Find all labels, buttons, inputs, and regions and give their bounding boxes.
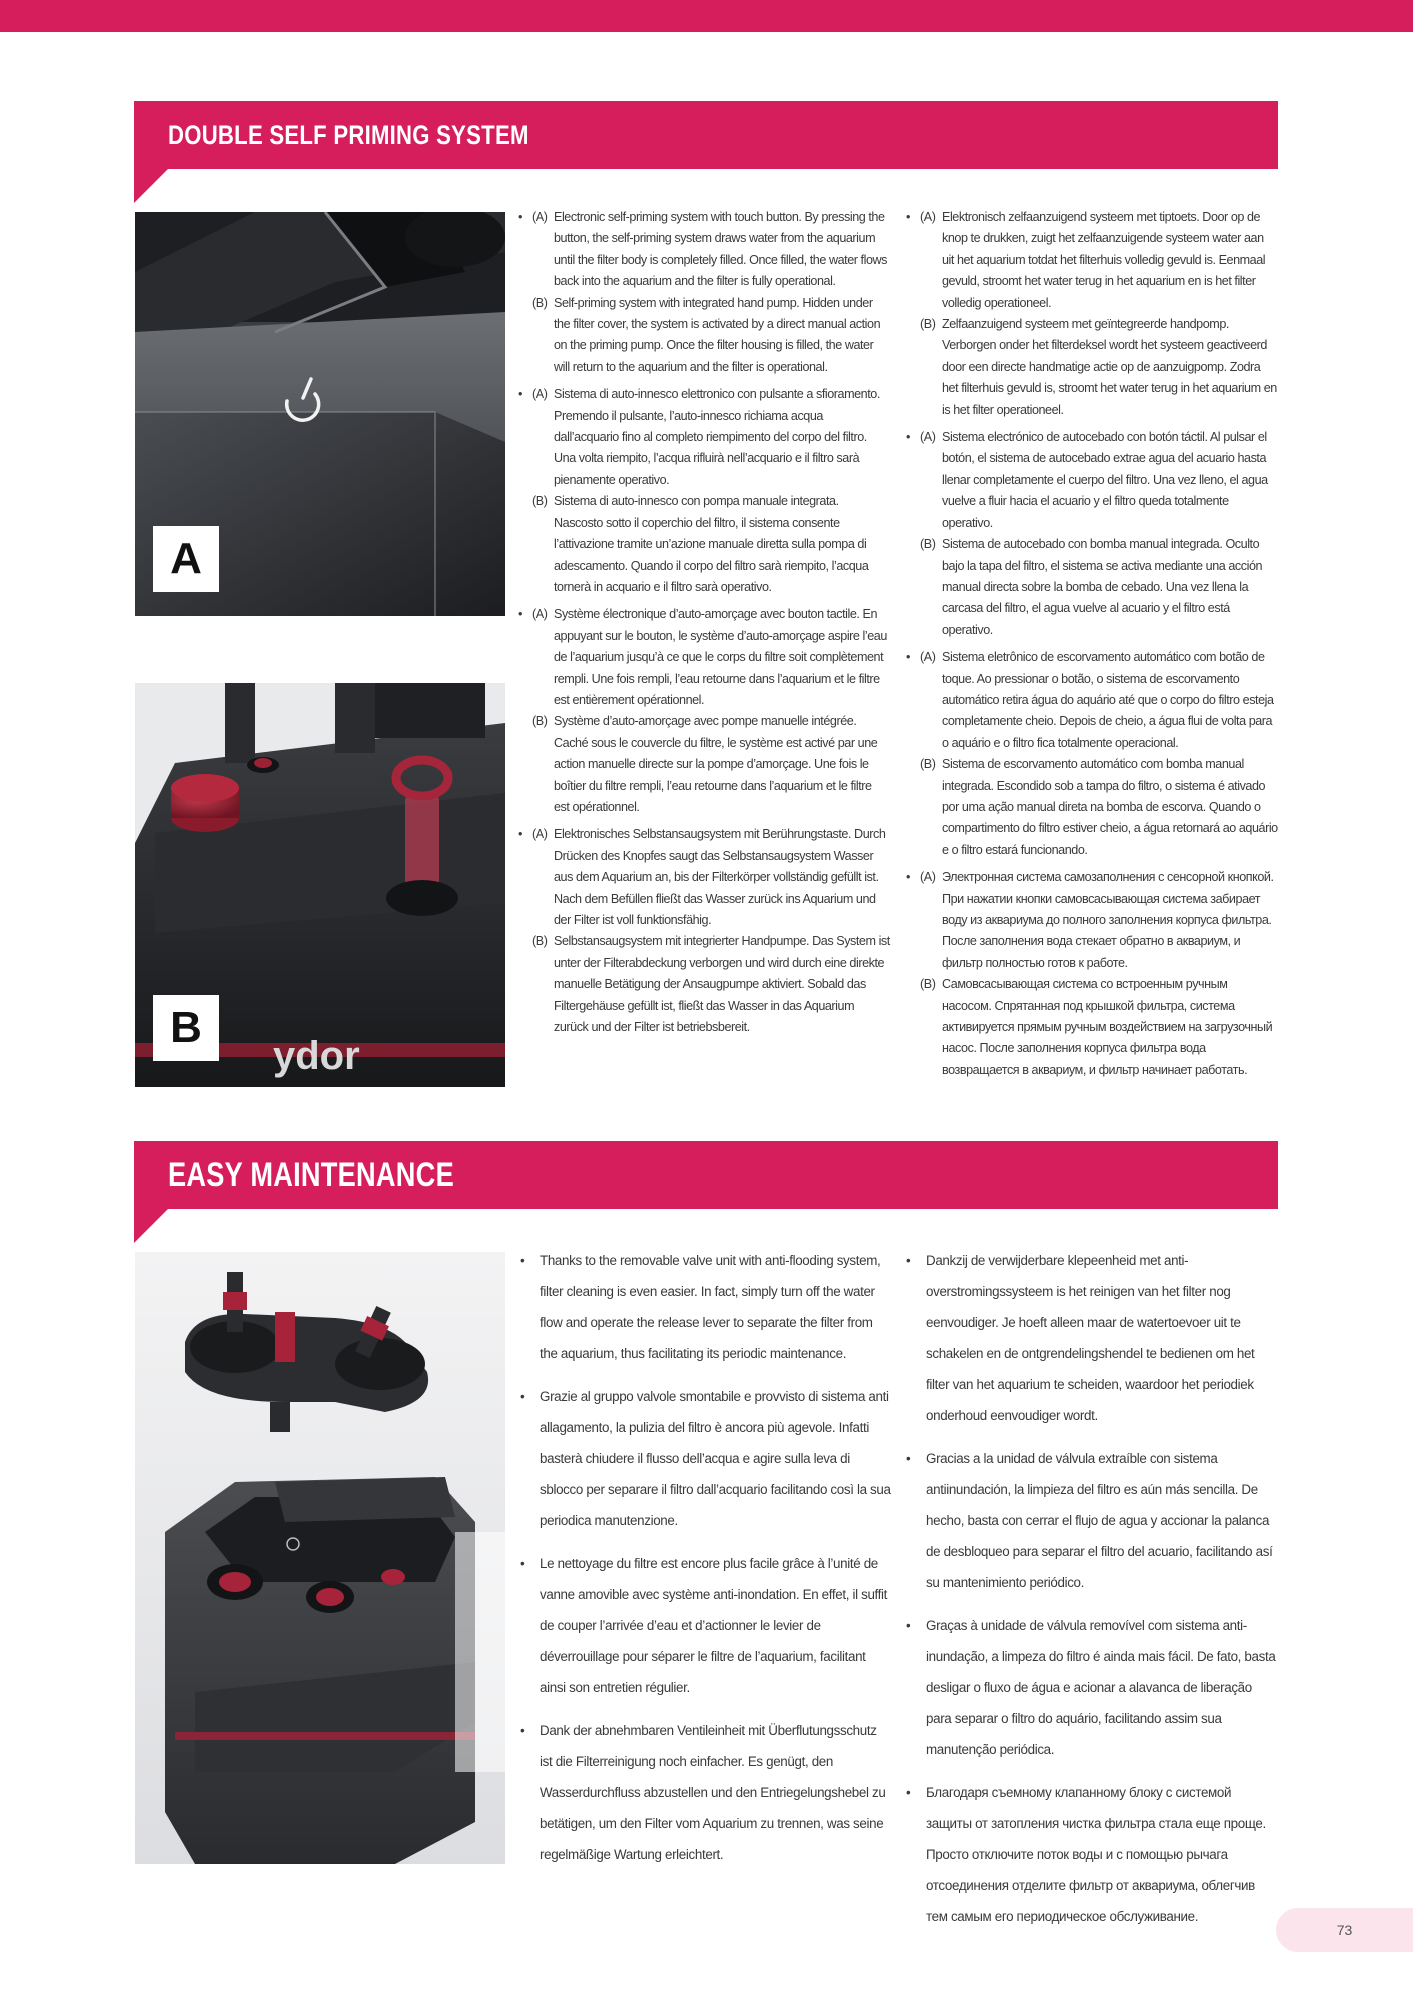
photo-valve-unit-filter xyxy=(135,1252,505,1864)
section-header-double-self-priming xyxy=(134,101,1278,169)
section2-column-right xyxy=(906,1245,1278,1944)
header-corner-tail xyxy=(134,1209,168,1243)
list-item: • Dankzij de verwijderbare klepeenheid met anti-overstromingssysteem is het reinigen van het filter nog eenvoudiger. Je hoeft alleen maar de watertoevoer uit te schakelen en de ontgrendelingshendel te bedienen om het filter van het aquarium te scheiden, waardoor het periodiek onderhoud eenvoudiger wordt. xyxy=(906,1245,1278,1431)
photo-label-b: B xyxy=(153,995,219,1061)
photo-hand-pump xyxy=(135,683,505,1087)
photo-label-a: A xyxy=(153,526,219,592)
list-item: • (A) Электронная система самозаполнения с сенсорной кнопкой. При нажатии кнопки самовсасывающая система забирает воду из аквариума до полного заполнения корпуса фильтра. После заполнения вода стекает обратно в аквариум, и фильтр полностью готов к работе. (B) Самовсасывающая система со встроенным ручным насосом. Спрятанная под крышкой фильтра, система активируется прямым ручным воздействием на загрузочный насос. После заполнения корпуса фильтра вода возвращается в аквариум, и фильтр начинает работать. xyxy=(906,867,1278,1081)
list-item: • (A) Elektronisch zelfaanzuigend systeem met tiptoets. Door op de knop te drukken, zuigt het zelfaanzuigende systeem water aan uit het aquarium totdat het filterhuis volledig gevuld is. Eenmaal gevuld, stroomt het water terug in het aquarium en is het filter volledig operationeel. (B) Zelfaanzuigend systeem met geïntegreerde handpomp. Verborgen onder het filterdeksel wordt het systeem geactiveerd door een directe handmatige actie op de aanzuigpomp. Zodra het filterhuis gevuld is, stroomt het water terug in het aquarium en is het filter operationeel. xyxy=(906,207,1278,421)
list-item: • (A) Sistema electrónico de autocebado con botón táctil. Al pulsar el botón, el sistema de autocebado extrae agua del acuario hasta llenar completamente el cuerpo del filtro. Una vez lleno, el agua vuelve a fluir hacia el acuario y el filtro queda totalmente operativo. (B) Sistema de autocebado con bomba manual integrada. Oculto bajo la tapa del filtro, el sistema se activa mediante una acción manual directa sobre la bomba de cebado. Una vez llena la carcasa del filtro, el agua vuelve al acuario y el filtro está operativo. xyxy=(906,427,1278,641)
section1-column-left xyxy=(518,207,890,1044)
list-item: • Благодаря съемному клапанному блоку с системой защиты от затопления чистка фильтра стала еще проще. Просто отключите поток воды и с помощью рычага отсоединения отделите фильтр от аквариума, облегчив тем самым его периодическое обслуживание. xyxy=(906,1777,1278,1932)
list-item: • Thanks to the removable valve unit with anti-flooding system, filter cleaning is even easier. In fact, simply turn off the water flow and operate the release lever to separate the filter from the aquarium, thus facilitating its periodic maintenance. xyxy=(520,1245,892,1369)
list-item: • (A) Elektronisches Selbstansaugsystem mit Berührungstaste. Durch Drücken des Knopfes saugt das Selbstansaugsystem Wasser aus dem Aquarium an, bis der Filterkörper vollständig gefüllt ist. Nach dem Befüllen fließt das Wasser zurück ins Aquarium und der Filter ist voll funktionsfähig. (B) Selbstansaugsystem mit integrierter Handpumpe. Das System ist unter der Filterabdeckung verborgen und wird durch eine direkte manuelle Betätigung der Ansaugpumpe aktiviert. Sobald das Filtergehäuse gefüllt ist, fließt das Wasser in das Aquarium zurück und der Filter ist betriebsbereit. xyxy=(518,824,890,1038)
list-item: • (A) Electronic self-priming system with touch button. By pressing the button, the self-priming system draws water from the aquarium until the filter body is completely filled. Once filled, the water flows back into the aquarium and the filter is fully operational. (B) Self-priming system with integrated hand pump. Hidden under the filter cover, the system is activated by a direct manual action on the priming pump. Once the filter housing is filled, the water will return to the aquarium and the filter is operational. xyxy=(518,207,890,378)
list-item: • (A) Sistema eletrônico de escorvamento automático com botão de toque. Ao pressionar o botão, o sistema de escorvamento automático retira água do aquário até que o corpo do filtro esteja completamente cheio. Depois de cheio, a água flui de volta para o aquário e o filtro fica totalmente operacional. (B) Sistema de escorvamento automático com bomba manual integrada. Escondido sob a tampa do filtro, o sistema é ativado por uma ação manual direta na bomba de escorva. Quando o compartimento do filtro estiver cheio, a água retornará ao aquário e o filtro estará funcionando. xyxy=(906,647,1278,861)
top-accent-bar xyxy=(0,0,1413,32)
photo-touch-button xyxy=(135,212,505,616)
list-item: • (A) Sistema di auto-innesco elettronico con pulsante a sfioramento. Premendo il pulsante, l’auto-innesco richiama acqua dall’acquario fino al completo riempimento del corpo del filtro. Una volta riempito, l’acqua rifluirà nell’acquario e il filtro sarà pienamente operativo. (B) Sistema di auto-innesco con pompa manuale integrata. Nascosto sotto il coperchio del filtro, il sistema consente l’attivazione tramite un’azione manuale diretta sulla pompa di adescamento. Quando il corpo del filtro sarà riempito, l’acqua tornerà in acquario e il filtro sarà operativo. xyxy=(518,384,890,598)
page-number: 73 xyxy=(1276,1908,1413,1952)
section2-column-left xyxy=(520,1245,892,1882)
list-item: • Grazie al gruppo valvole smontabile e provvisto di sistema anti allagamento, la pulizia del filtro è ancora più agevole. Infatti basterà chiudere il flusso dell’acqua e agire sulla leva di sblocco per separare il filtro dall’acquario facilitando così la sua periodica manutenzione. xyxy=(520,1381,892,1536)
list-item: • (A) Système électronique d’auto-amorçage avec bouton tactile. En appuyant sur le bouton, le système d’auto-amorçage aspire l’eau de l’aquarium jusqu’à ce que le corps du filtre soit complètement rempli. Une fois rempli, l’eau retourne dans l’aquarium et le filtre est entièrement opérationnel. (B) Système d’auto-amorçage avec pompe manuelle intégrée. Caché sous le couvercle du filtre, le système est activé par une action manuelle directe sur la pompe d’amorçage. Une fois le boîtier du filtre rempli, l’eau retourne dans l’aquarium et le filtre est opérationnel. xyxy=(518,604,890,818)
section1-column-right xyxy=(906,207,1278,1087)
list-item: • Graças à unidade de válvula removível com sistema anti-inundação, a limpeza do filtro é ainda mais fácil. De fato, basta desligar o fluxo de água e acionar a alavanca de liberação para separar o filtro do aquário, facilitando assim sua manutenção periódica. xyxy=(906,1610,1278,1765)
header-corner-tail xyxy=(134,169,168,203)
section-title: DOUBLE SELF PRIMING SYSTEM xyxy=(168,119,529,150)
photo-b-logo: ydor xyxy=(273,1034,360,1078)
list-item: • Dank der abnehmbaren Ventileinheit mit Überflutungsschutz ist die Filterreinigung noch einfacher. Es genügt, den Wasserdurchfluss abzustellen und den Entriegelungshebel zu betätigen, um den Filter vom Aquarium zu trennen, was seine regelmäßige Wartung erleichtert. xyxy=(520,1715,892,1870)
section-title: EASY MAINTENANCE xyxy=(168,1155,454,1194)
list-item: • Le nettoyage du filtre est encore plus facile grâce à l’unité de vanne amovible avec système anti-inondation. En effet, il suffit de couper l’arrivée d’eau et d’actionner le levier de déverrouillage pour séparer le filtre de l’aquarium, facilitant ainsi son entretien régulier. xyxy=(520,1548,892,1703)
section-header-easy-maintenance xyxy=(134,1141,1278,1209)
list-item: • Gracias a la unidad de válvula extraíble con sistema antiinundación, la limpieza del filtro es aún más sencilla. De hecho, basta con cerrar el flujo de agua y accionar la palanca de desbloqueo para separar el filtro del acuario, facilitando así su mantenimiento periódico. xyxy=(906,1443,1278,1598)
